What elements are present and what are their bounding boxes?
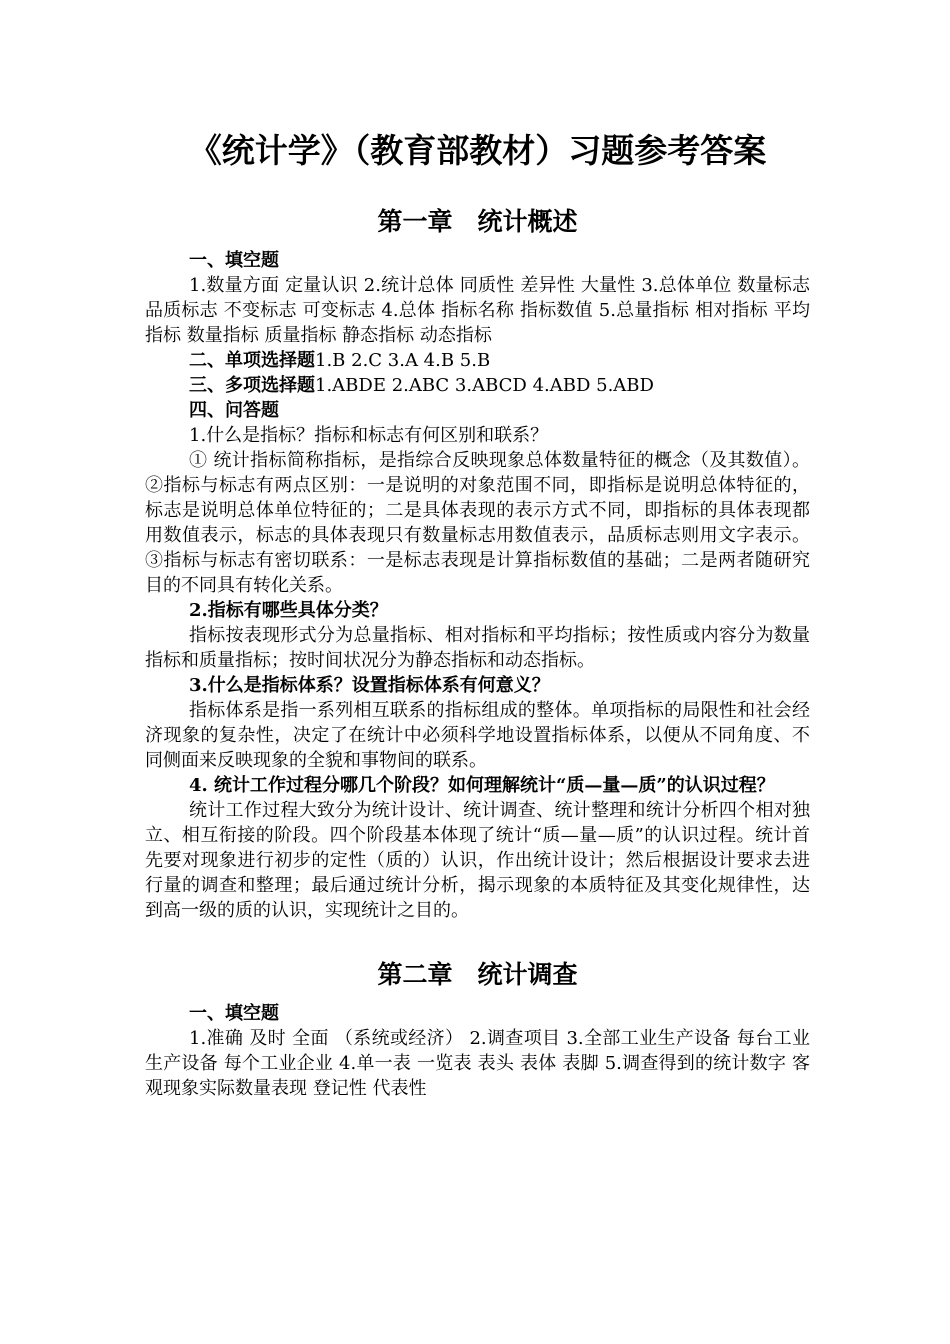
ch1-multi-choice-answers: 1.ABDE 2.ABC 3.ABCD 4.ABD 5.ABD — [315, 375, 654, 396]
ch1-qa-heading: 四、问答题 — [189, 400, 279, 421]
ch1-single-choice-row — [145, 348, 810, 373]
chapter-2 — [145, 957, 810, 1101]
document-title: 《统计学》（教育部教材）习题参考答案 — [188, 131, 767, 170]
chapter-1-title: 第一章 统计概述 — [377, 207, 578, 236]
ch1-question-1: 1.什么是指标？指标和标志有何区别和联系？ — [189, 425, 549, 446]
chapter-1 — [145, 204, 810, 923]
ch1-multi-choice-row — [145, 373, 810, 398]
ch1-question-4: 4. 统计工作过程分哪几个阶段？如何理解统计“质—量—质”的认识过程？ — [189, 775, 775, 796]
ch1-single-choice-answers: 1.B 2.C 3.A 4.B 5.B — [315, 350, 491, 371]
ch1-answer-4: 统计工作过程大致分为统计设计、统计调查、统计整理和统计分析四个相对独立、相互衔接的阶段。四个阶段基本体现了统计“质—量—质”的认识过程。统计首先要对现象进行初步的定性（质的）认识，作出统计设计；然后根据设计要求去进行量的调查和整理；最后通过统计分析，揭示现象的本质特征及其变化规律性，达到高一级的质的认识，实现统计之目的。 — [145, 800, 810, 921]
ch1-answer-2: 指标按表现形式分为总量指标、相对指标和平均指标；按性质或内容分为数量指标和质量指标；按时间状况分为静态指标和动态指标。 — [145, 625, 810, 671]
ch1-multi-choice-heading: 三、多项选择题 — [189, 375, 315, 396]
ch2-fill-in-answers: 1.准确 及时 全面 （系统或经济） 2.调查项目 3.全部工业生产设备 每台工业生产设备 每个工业企业 4.单一表 一览表 表头 表体 表脚 5.调查得到的统计数字 客观现象实际数量表现 登记性 代表性 — [145, 1028, 810, 1099]
ch1-answer-1: ① 统计指标简称指标，是指综合反映现象总体数量特征的概念（及其数值）。②指标与标志有两点区别：一是说明的对象范围不同，即指标是说明总体特征的，标志是说明总体单位特征的；二是具体表现的表示方式不同，即指标的具体表现都用数值表示，标志的具体表现只有数量标志用数值表示，品质标志则用文字表示。③指标与标志有密切联系：一是标志表现是计算指标数值的基础；二是两者随研究目的不同具有转化关系。 — [145, 450, 810, 596]
ch1-fill-in-heading: 一、填空题 — [189, 250, 279, 271]
ch1-question-3: 3.什么是指标体系？设置指标体系有何意义？ — [189, 675, 550, 696]
chapter-2-title: 第二章 统计调查 — [377, 960, 578, 989]
ch1-single-choice-heading: 二、单项选择题 — [189, 350, 315, 371]
ch1-question-2: 2.指标有哪些具体分类？ — [189, 600, 388, 621]
ch1-answer-3: 指标体系是指一系列相互联系的指标组成的整体。单项指标的局限性和社会经济现象的复杂性，决定了在统计中必须科学地设置指标体系，以便从不同角度、不同侧面来反映现象的全貌和事物间的联系。 — [145, 700, 810, 771]
ch1-fill-in-answers: 1.数量方面 定量认识 2.统计总体 同质性 差异性 大量性 3.总体单位 数量标志 品质标志 不变标志 可变标志 4.总体 指标名称 指标数值 5.总量指标 相对指标 平均指标 数量指标 质量指标 静态指标 动态指标 — [145, 275, 810, 346]
document-page — [145, 128, 810, 1101]
ch2-fill-in-heading: 一、填空题 — [189, 1003, 279, 1024]
